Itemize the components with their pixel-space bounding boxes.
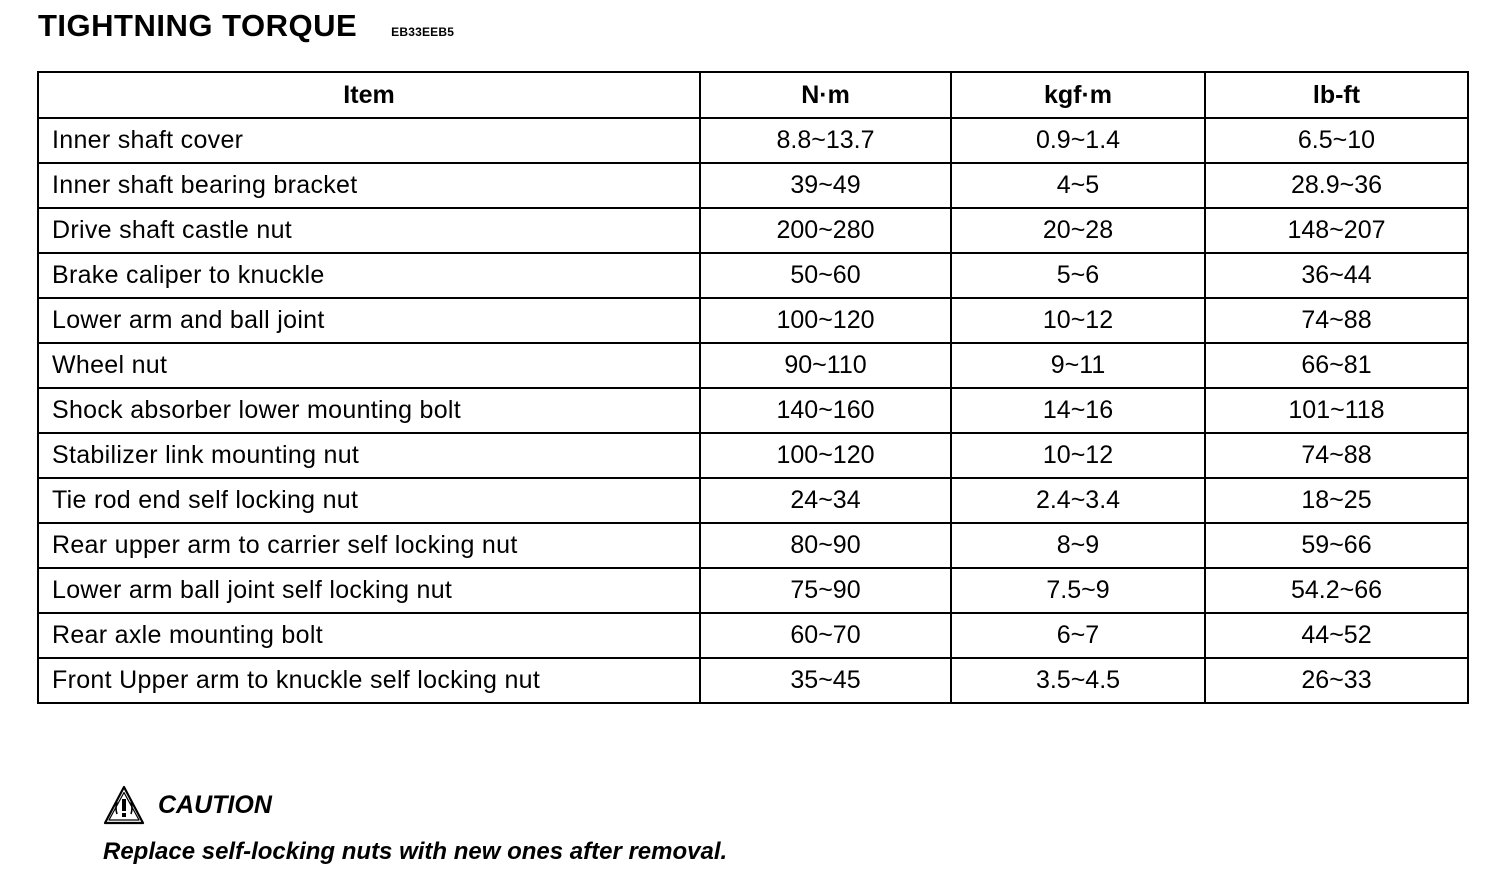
cell-lbft: 59~66: [1205, 523, 1468, 568]
cell-kgfm: 10~12: [951, 433, 1205, 478]
cell-lbft: 101~118: [1205, 388, 1468, 433]
page-title: TIGHTNING TORQUE: [38, 8, 358, 43]
table-row: [38, 298, 1468, 343]
table-row: [38, 208, 1468, 253]
cell-nm: 24~34: [700, 478, 951, 523]
cell-lbft: 44~52: [1205, 613, 1468, 658]
cell-item: Drive shaft castle nut: [38, 208, 700, 253]
cell-item: Rear upper arm to carrier self locking nut: [38, 523, 700, 568]
table-row: [38, 253, 1468, 298]
cell-nm: 35~45: [700, 658, 951, 703]
cell-item: Front Upper arm to knuckle self locking nut: [38, 658, 700, 703]
cell-kgfm: 10~12: [951, 298, 1205, 343]
cell-kgfm: 14~16: [951, 388, 1205, 433]
cell-kgfm: 9~11: [951, 343, 1205, 388]
cell-lbft: 148~207: [1205, 208, 1468, 253]
cell-item: Tie rod end self locking nut: [38, 478, 700, 523]
cell-item: Lower arm and ball joint: [38, 298, 700, 343]
table-row: [38, 343, 1468, 388]
cell-lbft: 18~25: [1205, 478, 1468, 523]
cell-nm: 90~110: [700, 343, 951, 388]
caution-heading: [102, 784, 272, 826]
cell-kgfm: 4~5: [951, 163, 1205, 208]
cell-kgfm: 6~7: [951, 613, 1205, 658]
table-row: [38, 478, 1468, 523]
cell-lbft: 66~81: [1205, 343, 1468, 388]
cell-lbft: 54.2~66: [1205, 568, 1468, 613]
cell-lbft: 36~44: [1205, 253, 1468, 298]
cell-lbft: 28.9~36: [1205, 163, 1468, 208]
cell-kgfm: 2.4~3.4: [951, 478, 1205, 523]
cell-item: Brake caliper to knuckle: [38, 253, 700, 298]
table-row: [38, 118, 1468, 163]
table-row: [38, 568, 1468, 613]
caution-text: Replace self-locking nuts with new ones after removal.: [103, 838, 728, 865]
cell-item: Inner shaft bearing bracket: [38, 163, 700, 208]
table-row: [38, 163, 1468, 208]
warning-triangle-icon: [102, 784, 146, 826]
table-row: [38, 523, 1468, 568]
cell-nm: 200~280: [700, 208, 951, 253]
cell-nm: 8.8~13.7: [700, 118, 951, 163]
cell-item: Stabilizer link mounting nut: [38, 433, 700, 478]
cell-lbft: 6.5~10: [1205, 118, 1468, 163]
cell-kgfm: 0.9~1.4: [951, 118, 1205, 163]
cell-nm: 50~60: [700, 253, 951, 298]
cell-lbft: 74~88: [1205, 433, 1468, 478]
cell-nm: 75~90: [700, 568, 951, 613]
cell-kgfm: 7.5~9: [951, 568, 1205, 613]
cell-nm: 60~70: [700, 613, 951, 658]
cell-item: Wheel nut: [38, 343, 700, 388]
cell-item: Lower arm ball joint self locking nut: [38, 568, 700, 613]
section-code: EB33EEB5: [391, 25, 455, 39]
title-row: [38, 8, 454, 44]
table-row: [38, 613, 1468, 658]
table-row: [38, 388, 1468, 433]
cell-lbft: 74~88: [1205, 298, 1468, 343]
table-header-row: [38, 72, 1468, 118]
table-row: [38, 433, 1468, 478]
cell-kgfm: 3.5~4.5: [951, 658, 1205, 703]
table-body: [38, 118, 1468, 703]
cell-lbft: 26~33: [1205, 658, 1468, 703]
cell-nm: 100~120: [700, 298, 951, 343]
column-header-nm: N·m: [700, 72, 951, 118]
cell-nm: 39~49: [700, 163, 951, 208]
column-header-lbft: lb-ft: [1205, 72, 1468, 118]
column-header-item: Item: [38, 72, 700, 118]
cell-kgfm: 8~9: [951, 523, 1205, 568]
caution-label: CAUTION: [158, 790, 272, 819]
cell-nm: 80~90: [700, 523, 951, 568]
cell-item: Shock absorber lower mounting bolt: [38, 388, 700, 433]
cell-item: Rear axle mounting bolt: [38, 613, 700, 658]
cell-item: Inner shaft cover: [38, 118, 700, 163]
torque-table: [37, 71, 1469, 704]
cell-kgfm: 20~28: [951, 208, 1205, 253]
cell-nm: 100~120: [700, 433, 951, 478]
column-header-kgfm: kgf·m: [951, 72, 1205, 118]
cell-nm: 140~160: [700, 388, 951, 433]
cell-kgfm: 5~6: [951, 253, 1205, 298]
table-row: [38, 658, 1468, 703]
